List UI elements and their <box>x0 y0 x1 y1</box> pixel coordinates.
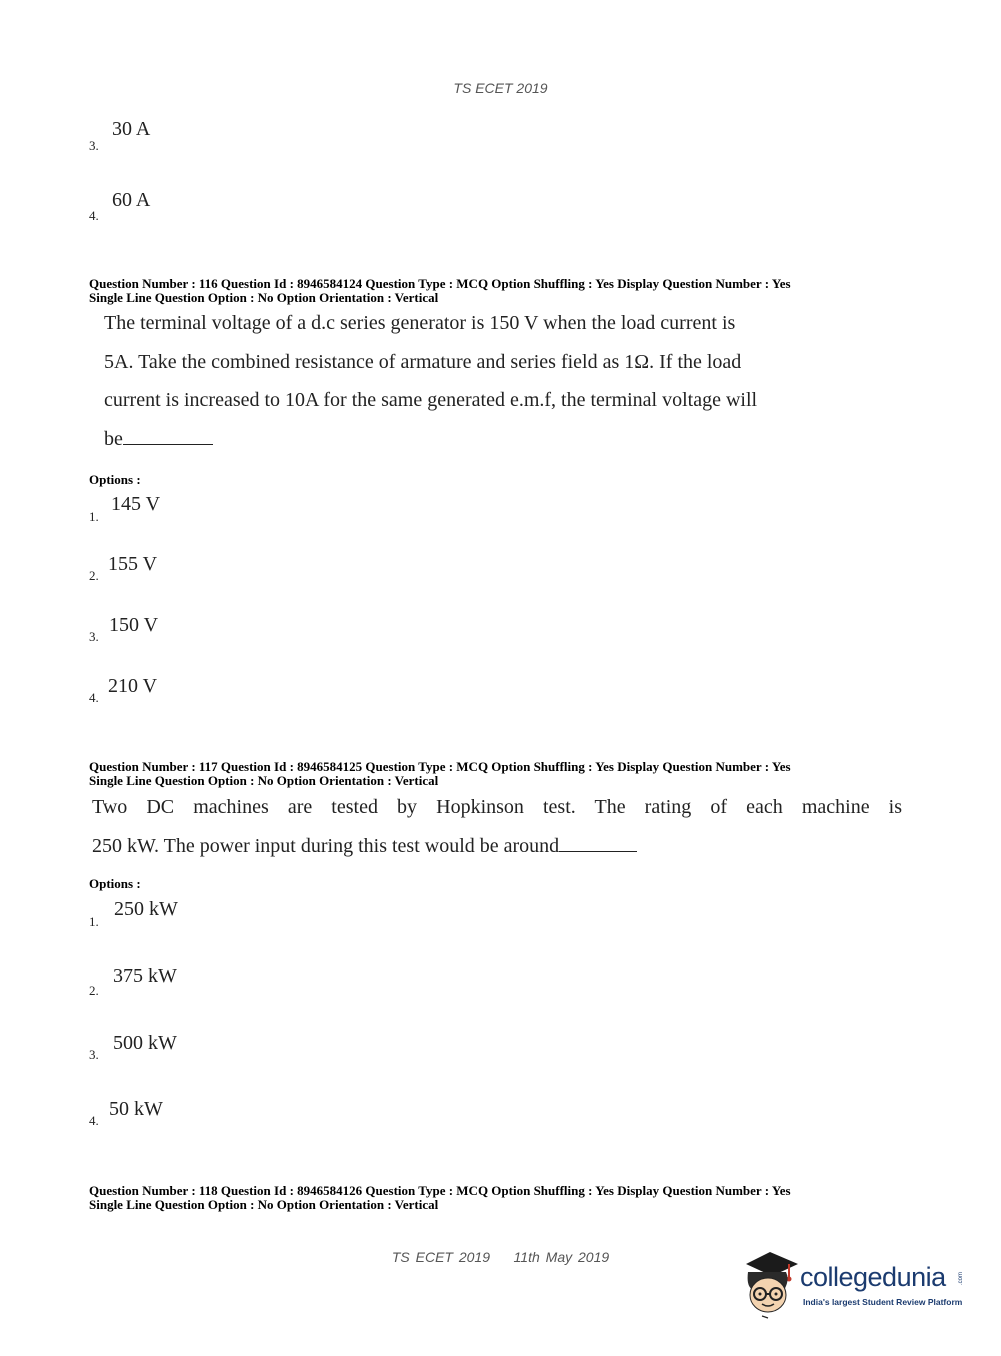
q117-option-3-text[interactable]: 500 kW <box>113 1032 177 1054</box>
q117-option-1-number: 1. <box>89 914 99 929</box>
q117-meta-line1: Question Number : 117 Question Id : 8946584125 Question Type : MCQ Option Shuffling : Yes Display Question Number : Yes <box>89 759 791 774</box>
prev-option-3-text: 30 A <box>112 118 151 140</box>
prev-option-4-text: 60 A <box>112 189 151 211</box>
q116-text <box>104 312 864 462</box>
q117-option-1-text[interactable]: 250 kW <box>114 898 178 920</box>
q117-text <box>92 796 902 866</box>
q116-option-2-text[interactable]: 155 V <box>108 553 158 575</box>
q116-text-line3: current is increased to 10A for the same generated e.m.f, the terminal voltage will <box>104 389 758 411</box>
q117-option-2-number: 2. <box>89 983 99 998</box>
logo-wordmark: collegedunia <box>800 1262 946 1292</box>
page-footer: TS ECET 2019 11th May 2019 <box>391 1249 610 1265</box>
q116-meta-line1: Question Number : 116 Question Id : 8946584124 Question Type : MCQ Option Shuffling : Yes Display Question Number : Yes <box>89 276 791 291</box>
q118-meta-line1: Question Number : 118 Question Id : 8946584126 Question Type : MCQ Option Shuffling : Yes Display Question Number : Yes <box>89 1183 791 1198</box>
q117-option-2-text[interactable]: 375 kW <box>113 965 177 987</box>
q117-text-line1: Two DC machines are tested by Hopkinson test. The rating of each machine is <box>92 796 902 818</box>
q116-text-line1: The terminal voltage of a d.c series generator is 150 V when the load current is <box>104 312 736 334</box>
q117-meta-line2: Single Line Question Option : No Option Orientation : Vertical <box>89 773 439 788</box>
q118-meta-line2: Single Line Question Option : No Option Orientation : Vertical <box>89 1197 439 1212</box>
q116-option-4-text[interactable]: 210 V <box>108 675 158 697</box>
q117-option-3-number: 3. <box>89 1047 99 1062</box>
q116-option-2-number: 2. <box>89 568 99 583</box>
q116-text-line4: be <box>104 428 123 450</box>
q116-option-4-number: 4. <box>89 690 99 705</box>
q116-option-3-number: 3. <box>89 629 99 644</box>
q116-text-line2: 5A. Take the combined resistance of armature and series field as 1Ω. If the load <box>104 351 742 373</box>
q117-answer-blank <box>559 835 637 852</box>
q117-meta <box>89 760 909 788</box>
prev-option-3-number: 3. <box>89 138 99 153</box>
q117-option-4-text[interactable]: 50 kW <box>109 1098 163 1120</box>
collegedunia-mascot-logo <box>740 1250 802 1320</box>
page-header: TS ECET 2019 <box>453 80 548 96</box>
q116-option-1-text[interactable]: 145 V <box>111 493 161 515</box>
logo-suffix: .com <box>958 1272 964 1286</box>
q117-options-label: Options : <box>89 876 141 891</box>
q116-meta <box>89 277 909 305</box>
q116-meta-line2: Single Line Question Option : No Option Orientation : Vertical <box>89 290 439 305</box>
q116-options-label: Options : <box>89 472 141 487</box>
q116-option-1-number: 1. <box>89 509 99 524</box>
q117-option-4-number: 4. <box>89 1113 99 1128</box>
q116-answer-blank <box>123 428 213 445</box>
prev-option-4-number: 4. <box>89 208 99 223</box>
q117-text-line2: 250 kW. The power input during this test would be around <box>92 835 560 857</box>
q116-option-3-text[interactable]: 150 V <box>109 614 159 636</box>
logo-tagline: India's largest Student Review Platform <box>803 1297 963 1307</box>
q118-meta <box>89 1184 909 1212</box>
